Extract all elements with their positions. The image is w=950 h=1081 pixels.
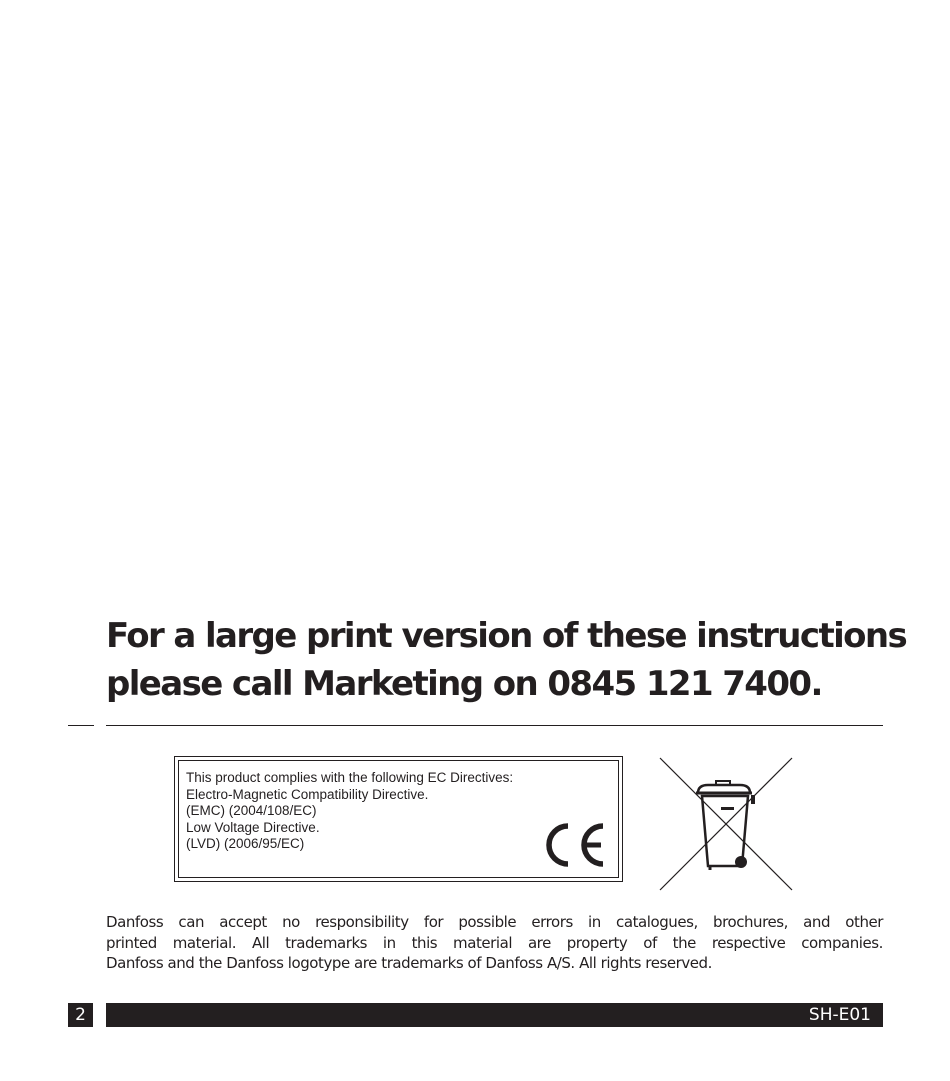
compliance-box xyxy=(174,756,623,882)
compliance-line: Low Voltage Directive. xyxy=(186,819,320,835)
divider-short xyxy=(68,725,94,726)
large-print-notice xyxy=(106,612,906,708)
compliance-line: (EMC) (2004/108/EC) xyxy=(186,803,317,818)
disclaimer-line: Danfoss and the Danfoss logotype are trademarks of Danfoss A/S. All rights reserved. xyxy=(106,954,712,972)
document-code: SH-E01 xyxy=(808,1005,871,1025)
large-print-notice-line-1: For a large print version of these instructions xyxy=(106,616,907,656)
footer-bar xyxy=(106,1003,883,1027)
compliance-text xyxy=(186,770,513,853)
disclaimer-line: Danfoss can accept no responsibility for possible errors in catalogues, brochures, and other xyxy=(106,913,883,931)
divider-long xyxy=(106,725,883,726)
ce-mark-icon xyxy=(535,823,607,867)
compliance-line: Electro-Magnetic Compatibility Directive. xyxy=(186,786,429,802)
compliance-line: This product complies with the following EC Directives: xyxy=(186,770,514,785)
disclaimer-text xyxy=(106,912,883,974)
large-print-notice-line-2: please call Marketing on 0845 121 7400. xyxy=(106,664,822,704)
page-number: 2 xyxy=(68,1003,93,1027)
compliance-line: (LVD) (2006/95/EC) xyxy=(186,836,305,851)
disclaimer-line: printed material. All trademarks in this material are property of the respective companies. xyxy=(106,933,883,952)
crossed-out-wheelie-bin-icon xyxy=(658,756,794,892)
